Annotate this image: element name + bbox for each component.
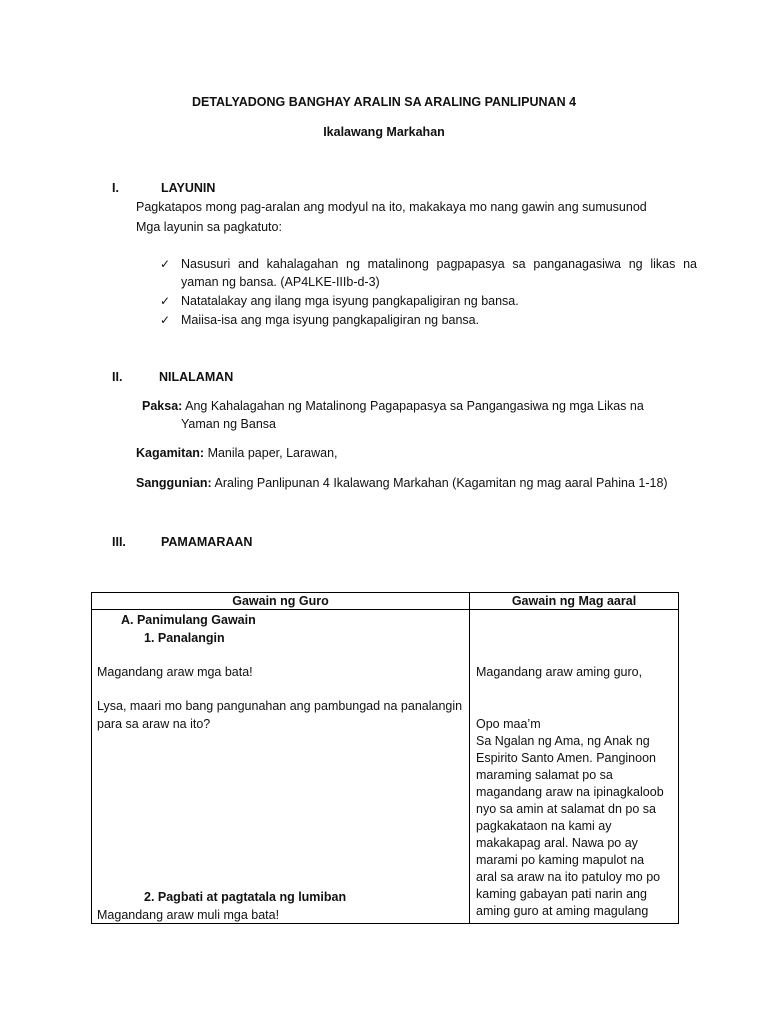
sanggunian-value: Araling Panlipunan 4 Ikalawang Markahan (Kagamitan ng mag aaral Pahina 1-18) <box>214 476 668 490</box>
kagamitan-row <box>136 446 338 460</box>
column-header-mag-aaral: Gawain ng Mag aaral <box>470 593 679 610</box>
procedure-table <box>91 592 679 924</box>
teacher-request-line1: Lysa, maari mo bang pangunahan ang pambungad na panalangin <box>97 699 463 713</box>
item-2-pagbati: 2. Pagbati at pagtatala ng lumiban <box>144 890 347 904</box>
section-2-numeral: II. <box>112 370 123 384</box>
guro-cell <box>92 610 470 924</box>
checkmark-icon: ✓ <box>160 313 171 327</box>
section-1-numeral: I. <box>112 181 119 195</box>
item-1-panalangin: 1. Panalangin <box>144 631 225 645</box>
teacher-request-line2: para sa araw na ito? <box>97 717 211 731</box>
teacher-greeting: Magandang araw mga bata! <box>97 665 253 679</box>
section-3-numeral: III. <box>112 535 126 549</box>
student-greeting-reply: Magandang araw aming guro, <box>476 665 643 679</box>
objective-3 <box>160 313 174 327</box>
checkmark-icon: ✓ <box>160 294 171 308</box>
paksa-row <box>142 399 644 413</box>
table-header-row <box>92 593 679 610</box>
prayer-line: Sa Ngalan ng Ama, ng Anak ng <box>476 734 650 748</box>
document-title: DETALYADONG BANGHAY ARALIN SA ARALING PANLIPUNAN 4 <box>191 95 577 109</box>
kagamitan-value: Manila paper, Larawan, <box>207 446 338 460</box>
prayer-line: aming guro at aming magulang <box>476 904 649 918</box>
paksa-value-line1: Ang Kahalagahan ng Matalinong Pagapapasya sa Pangangasiwa ng mga Likas na <box>185 399 644 413</box>
prayer-line: pagkakataon na kami ay <box>476 819 612 833</box>
prayer-line: marami po kaming mapulot na <box>476 853 645 867</box>
section-3-heading: PAMAMARAAN <box>161 535 253 549</box>
column-header-guro: Gawain ng Guro <box>92 593 470 610</box>
paksa-value-line2: Yaman ng Bansa <box>181 417 276 431</box>
prayer-line: Opo maa’m <box>476 717 541 731</box>
document-subtitle: Ikalawang Markahan <box>323 125 445 139</box>
prayer-line: Espirito Santo Amen. Panginoon <box>476 751 656 765</box>
prayer-line: nyo sa amin at salamat dn po sa <box>476 802 656 816</box>
section-1-heading: LAYUNIN <box>161 181 216 195</box>
objective-2 <box>160 294 174 308</box>
part-a-heading: A. Panimulang Gawain <box>121 613 256 627</box>
prayer-line: aral sa araw na ito patuloy mo po <box>476 870 661 884</box>
kagamitan-label: Kagamitan: <box>136 446 205 460</box>
layunin-intro-line2: Mga layunin sa pagkatuto: <box>136 220 282 234</box>
prayer-line: kaming gabayan pati narin ang <box>476 887 647 901</box>
paksa-label: Paksa: <box>142 399 183 413</box>
teacher-greeting-2: Magandang araw muli mga bata! <box>97 908 280 922</box>
objective-3-text: Maiisa-isa ang mga isyung pangkapaligiran ng bansa. <box>181 313 480 327</box>
objective-1-line1: Nasusuri and kahalagahan ng matalinong pagpapasya sa panganagasiwa ng likas na <box>181 257 697 271</box>
table-row <box>92 610 679 924</box>
sanggunian-row <box>136 476 668 490</box>
objective-1-line2: yaman ng bansa. (AP4LKE-IIIb-d-3) <box>181 275 380 289</box>
sanggunian-label: Sanggunian: <box>136 476 212 490</box>
layunin-intro-line1: Pagkatapos mong pag-aralan ang modyul na ito, makakaya mo nang gawin ang sumusunod <box>136 200 647 214</box>
prayer-line: maraming salamat po sa <box>476 768 613 782</box>
objective-1 <box>160 257 174 271</box>
mag-aaral-cell <box>470 610 679 924</box>
prayer-line: magandang araw na ipinagkaloob <box>476 785 664 799</box>
section-2-heading: NILALAMAN <box>159 370 234 384</box>
prayer-line: makakapag aral. Nawa po ay <box>476 836 638 850</box>
checkmark-icon: ✓ <box>160 257 171 271</box>
objective-2-text: Natatalakay ang ilang mga isyung pangkapaligiran ng bansa. <box>181 294 519 308</box>
